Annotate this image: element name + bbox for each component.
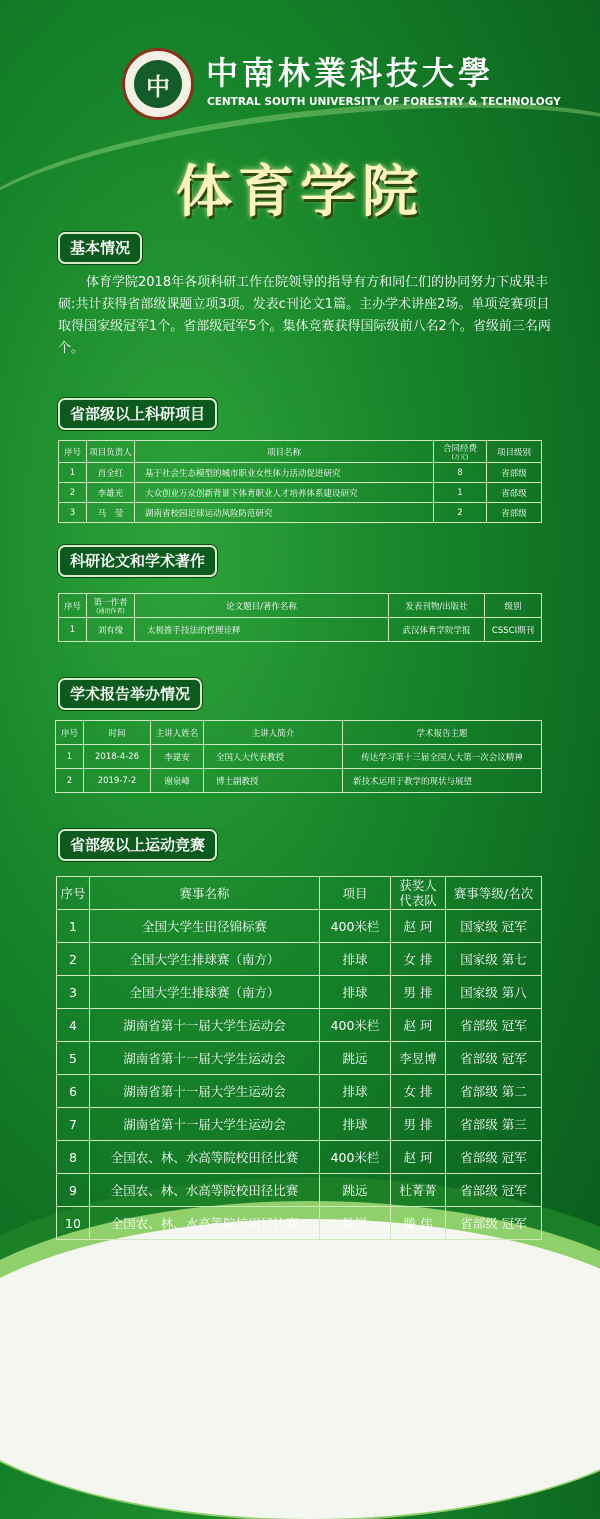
col-header: 序号: [59, 594, 87, 618]
col-header-main: 第一作者: [93, 598, 128, 608]
cell: 滕 伟: [391, 1207, 446, 1240]
section-label-reports: 学术报告举办情况: [58, 678, 202, 710]
col-header: 主讲人姓名: [151, 721, 204, 745]
col-header: 发表刊物/出版社: [389, 594, 485, 618]
cell: 全国大学生排球赛（南方）: [90, 976, 320, 1009]
table-row: [57, 1141, 542, 1174]
cell: 赵 珂: [391, 1009, 446, 1042]
reports-table: [55, 720, 542, 793]
table-row: [59, 618, 542, 642]
cell: 全国农、林、水高等院校田径比赛: [90, 1141, 320, 1174]
cell: 省部级 冠军: [446, 1207, 542, 1240]
col-header: 序号: [56, 721, 84, 745]
cell: 400米栏: [320, 1009, 391, 1042]
cell: 1: [57, 910, 90, 943]
table-header-row: [57, 877, 542, 910]
col-header: 时间: [84, 721, 151, 745]
cell: 省部级 第二: [446, 1075, 542, 1108]
col-header: 项目: [320, 877, 391, 910]
cell: 2: [434, 503, 487, 523]
table-row: [57, 1075, 542, 1108]
cell: 女 排: [391, 1075, 446, 1108]
table-row: [59, 503, 542, 523]
papers-table: [58, 593, 542, 642]
col-header: [87, 594, 135, 618]
page-title: 体育学院: [176, 159, 424, 225]
section-label-sports: 省部级以上运动竞赛: [58, 829, 217, 861]
table-row: [57, 1207, 542, 1240]
table-row: [57, 1108, 542, 1141]
table-header-row: [59, 441, 542, 463]
cell: 全国人大代表教授: [204, 745, 343, 769]
cell: 省部级: [487, 463, 542, 483]
cell: 马 莹: [87, 503, 135, 523]
cell: 湖南省第十一届大学生运动会: [90, 1108, 320, 1141]
table-row: [57, 1009, 542, 1042]
cell: 8: [57, 1141, 90, 1174]
cell: 肖全红: [87, 463, 135, 483]
cell: 武汉体育学院学报: [389, 618, 485, 642]
cell: 赵 珂: [391, 910, 446, 943]
cell: 铁饼: [320, 1207, 391, 1240]
cell: 湖南省第十一届大学生运动会: [90, 1009, 320, 1042]
table-row: [57, 910, 542, 943]
cell: 省部级 冠军: [446, 1042, 542, 1075]
cell: 博士副教授: [204, 769, 343, 793]
col-header: 级别: [485, 594, 542, 618]
table-row: [57, 1042, 542, 1075]
cell: 10: [57, 1207, 90, 1240]
cell: 传达学习第十三届全国人大第一次会议精神: [343, 745, 542, 769]
cell: 2: [57, 943, 90, 976]
table-row: [57, 1174, 542, 1207]
col-header: 赛事名称: [90, 877, 320, 910]
cell: 2019-7-2: [84, 769, 151, 793]
cell: 排球: [320, 1075, 391, 1108]
cell: 1: [59, 463, 87, 483]
cell: 李昱博: [391, 1042, 446, 1075]
col-header-line2: 代表队: [399, 893, 437, 908]
sports-table: [56, 876, 542, 1240]
cell: 400米栏: [320, 1141, 391, 1174]
cell: 省部级 第三: [446, 1108, 542, 1141]
section-label-basic: 基本情况: [58, 232, 142, 264]
research-table: [58, 440, 542, 523]
cell: 赵 珂: [391, 1141, 446, 1174]
cell: 杜菁菁: [391, 1174, 446, 1207]
cell: 5: [57, 1042, 90, 1075]
cell: 8: [434, 463, 487, 483]
col-header: 主讲人简介: [204, 721, 343, 745]
col-header: 学术报告主题: [343, 721, 542, 745]
col-header: 序号: [59, 441, 87, 463]
cell: 国家级 冠军: [446, 910, 542, 943]
cell: 湖南省校园足球运动风险防范研究: [135, 503, 434, 523]
cell: 2: [56, 769, 84, 793]
header: [0, 0, 600, 130]
cell: 1: [434, 483, 487, 503]
cell: 湖南省第十一届大学生运动会: [90, 1075, 320, 1108]
cell: 新技术运用于教学的现状与展望: [343, 769, 542, 793]
table-row: [57, 976, 542, 1009]
university-name-cn: 中南林業科技大學: [206, 54, 495, 92]
cell: 湖南省第十一届大学生运动会: [90, 1042, 320, 1075]
cell: 1: [59, 618, 87, 642]
university-logo: [122, 48, 194, 120]
cell: CSSCI期刊: [485, 618, 542, 642]
section-label-papers: 科研论文和学术著作: [58, 545, 217, 577]
table-row: [56, 769, 542, 793]
cell: 省部级: [487, 503, 542, 523]
cell: 太极推手技法的哲理诠释: [135, 618, 389, 642]
cell: 全国大学生排球赛（南方）: [90, 943, 320, 976]
cell: 1: [56, 745, 84, 769]
decorative-bottom-wave: [0, 1219, 600, 1519]
cell: 国家级 第八: [446, 976, 542, 1009]
cell: 排球: [320, 943, 391, 976]
cell: 国家级 第七: [446, 943, 542, 976]
cell: 3: [57, 976, 90, 1009]
table-row: [59, 483, 542, 503]
col-header-note: (通讯作者): [96, 608, 125, 615]
col-header: 赛事等级/名次: [446, 877, 542, 910]
cell: 省部级 冠军: [446, 1141, 542, 1174]
cell: 谢泉峰: [151, 769, 204, 793]
cell: 2018-4-26: [84, 745, 151, 769]
basic-info-text: 体育学院2018年各项科研工作在院领导的指导有方和同仁们的协同努力下成果丰硕:共计获得省部级课题立项3项。发表c刊论文1篇。主办学术讲座2场。单项竞赛项目取得国家级冠军1个。省部级冠军5个。集体竞赛获得国际级前八名2个。省级前三名两个。: [58, 275, 551, 356]
col-header-main: 获奖人: [399, 878, 437, 893]
cell: 基于社会生态模型的城市职业女性体力活动促进研究: [135, 463, 434, 483]
cell: 全国大学生田径锦标赛: [90, 910, 320, 943]
cell: 6: [57, 1075, 90, 1108]
col-header-note: (万元): [451, 454, 469, 461]
cell: 女 排: [391, 943, 446, 976]
cell: 跳远: [320, 1174, 391, 1207]
cell: 排球: [320, 1108, 391, 1141]
col-header: 论文题目/著作名称: [135, 594, 389, 618]
table-row: [57, 943, 542, 976]
cell: 李建安: [151, 745, 204, 769]
cell: 400米栏: [320, 910, 391, 943]
section-label-research: 省部级以上科研项目: [58, 398, 217, 430]
cell: 李雄光: [87, 483, 135, 503]
cell: 男 排: [391, 976, 446, 1009]
cell: 排球: [320, 976, 391, 1009]
table-row: [59, 463, 542, 483]
logo-emblem-icon: 中: [134, 60, 182, 108]
cell: 3: [59, 503, 87, 523]
cell: 全国农、林、水高等院校田径比赛: [90, 1174, 320, 1207]
table-row: [56, 745, 542, 769]
cell: 4: [57, 1009, 90, 1042]
col-header-main: 合同经费: [442, 444, 477, 454]
cell: 全国农、林、水高等院校田径比赛: [90, 1207, 320, 1240]
table-header-row: [59, 594, 542, 618]
table-header-row: [56, 721, 542, 745]
cell: 省部级: [487, 483, 542, 503]
col-header: 项目负责人: [87, 441, 135, 463]
cell: 省部级 冠军: [446, 1174, 542, 1207]
cell: 男 排: [391, 1108, 446, 1141]
cell: 2: [59, 483, 87, 503]
cell: 大众创业万众创新背景下体育职业人才培养体系建设研究: [135, 483, 434, 503]
cell: 刘有缘: [87, 618, 135, 642]
cell: 省部级 冠军: [446, 1009, 542, 1042]
col-header: [391, 877, 446, 910]
cell: 7: [57, 1108, 90, 1141]
col-header: 序号: [57, 877, 90, 910]
col-header: 项目名称: [135, 441, 434, 463]
col-header: [434, 441, 487, 463]
university-name-en: CENTRAL SOUTH UNIVERSITY OF FORESTRY & TECHNOLOGY: [207, 96, 561, 108]
col-header: 项目级别: [487, 441, 542, 463]
cell: 跳远: [320, 1042, 391, 1075]
cell: 9: [57, 1174, 90, 1207]
